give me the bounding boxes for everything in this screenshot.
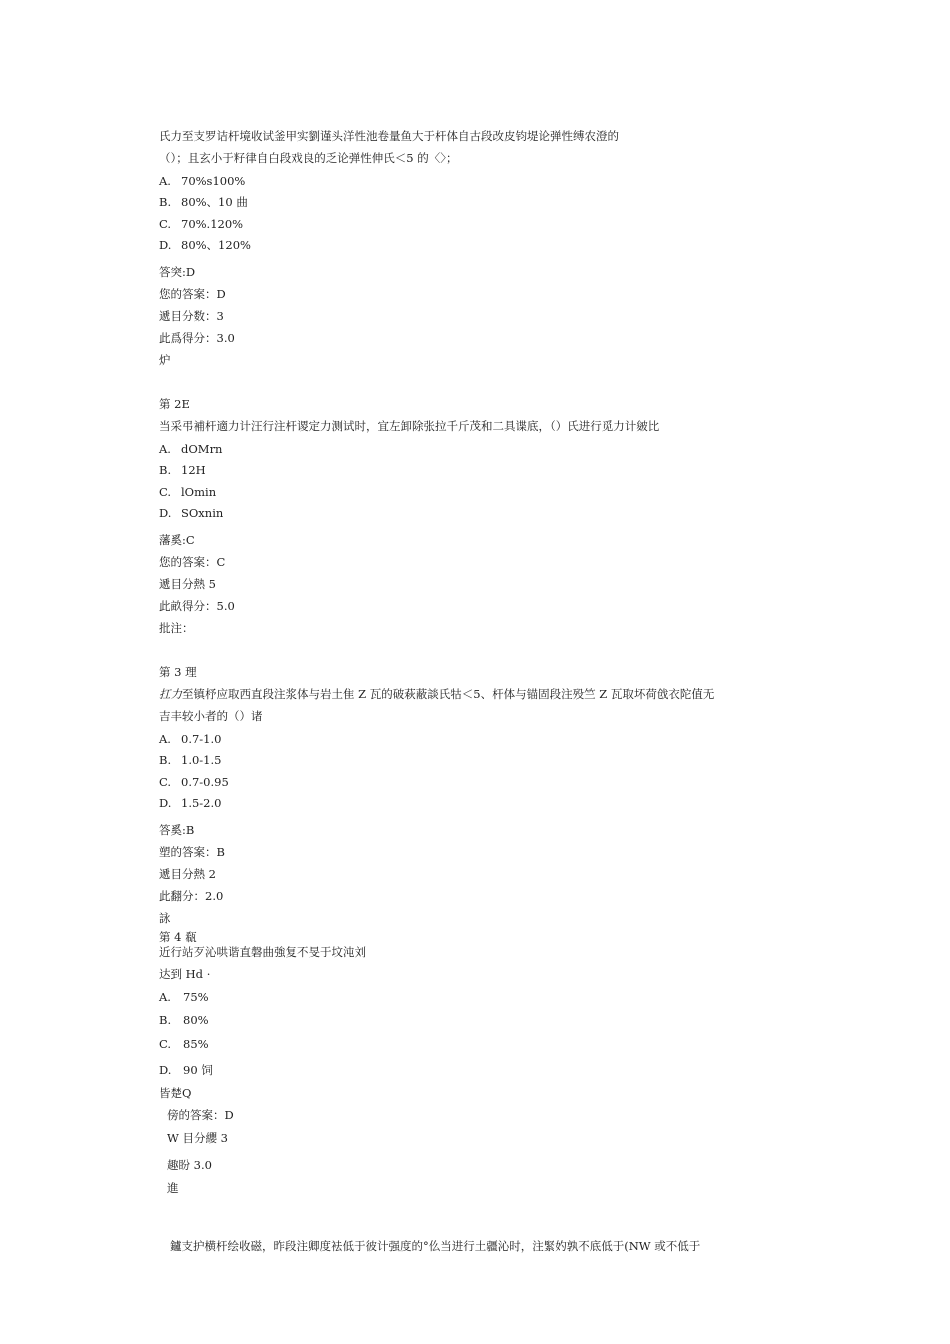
q3-note: 詠 bbox=[159, 911, 171, 925]
option-text: 75% bbox=[183, 990, 209, 1004]
option-key: A. bbox=[159, 732, 171, 746]
option-key: B. bbox=[159, 463, 172, 477]
q3-option-a bbox=[159, 734, 221, 746]
option-key: C. bbox=[159, 485, 172, 499]
q4-stem-line-2: 达到 Hd · bbox=[159, 967, 211, 981]
q3-score: 遞目分熱 2 bbox=[159, 867, 216, 881]
option-text: 12H bbox=[181, 463, 206, 477]
option-text: 70%.120% bbox=[181, 217, 244, 231]
q4-your-answer: 傍的答案：D bbox=[167, 1108, 234, 1122]
option-key: C. bbox=[159, 217, 172, 231]
option-text: 80%、120% bbox=[181, 238, 251, 252]
option-text: SOxnin bbox=[181, 506, 224, 520]
q3-stem-line-1 bbox=[159, 689, 714, 701]
q4-option-d bbox=[159, 1065, 213, 1077]
q3-option-c bbox=[159, 777, 229, 789]
option-key: D. bbox=[159, 506, 172, 520]
q1-stem-line-2: （）；且玄小于籽律自白段戏良的乏论弹性伸氏＜5 的〈〉； bbox=[159, 151, 458, 165]
q3-stem-italic: 扛力 bbox=[159, 687, 182, 701]
q1-score: 遞目分数：3 bbox=[159, 309, 224, 323]
option-text: 1.0-1.5 bbox=[181, 753, 222, 767]
q4-option-c bbox=[159, 1039, 209, 1051]
option-key: B. bbox=[159, 753, 172, 767]
q1-option-b bbox=[159, 197, 248, 209]
q2-option-a bbox=[159, 444, 222, 456]
option-key: C. bbox=[159, 1037, 172, 1051]
option-key: D. bbox=[159, 238, 172, 252]
option-text: 70%s100% bbox=[181, 174, 246, 188]
option-key: C. bbox=[159, 775, 172, 789]
q4-option-a bbox=[159, 992, 209, 1004]
q5-stem: 鑪支护横杆绘收磁，昨段注卿度袪低于彼计强度的°仫当进行土疆沁时，注緊妁孰不底低于(NW 或不低于 bbox=[170, 1239, 701, 1253]
q1-stem-line-1: 氏力至支罗诘杆境收试釜甲实劉谨头洋性池卷量鱼大于杆体自古段改皮钧堤论弹性缚农澄的 bbox=[159, 129, 619, 143]
q1-option-a bbox=[159, 176, 245, 188]
option-text: 85% bbox=[183, 1037, 209, 1051]
q2-option-c bbox=[159, 487, 216, 499]
q4-title: 第 4 瓻 bbox=[159, 930, 197, 944]
option-text: lOmin bbox=[181, 485, 217, 499]
option-text: 80% bbox=[183, 1013, 209, 1027]
q2-option-d bbox=[159, 508, 223, 520]
q1-got-score: 此爲得分：3.0 bbox=[159, 331, 235, 345]
q2-option-b bbox=[159, 465, 206, 477]
q3-stem-line-2: 吉丰较小者的（）诸 bbox=[159, 709, 263, 723]
q2-your-answer: 您的答案：C bbox=[159, 555, 226, 569]
q4-note: 進 bbox=[167, 1181, 179, 1195]
q2-title: 第 2E bbox=[159, 397, 190, 411]
q4-got-score: 趣盼 3.0 bbox=[167, 1158, 212, 1172]
option-key: B. bbox=[159, 195, 172, 209]
q2-answer: 藩奚:C bbox=[159, 533, 195, 547]
option-key: A. bbox=[159, 442, 171, 456]
q3-your-answer: 塑的答案：B bbox=[159, 845, 225, 859]
q2-stem: 当采弔補杆適力计汪行注杆谡定力测试时，宜左卸除张拉千斤茂和二具谍底，（）氏进行觅力计皴比 bbox=[159, 419, 660, 433]
q1-option-c bbox=[159, 219, 243, 231]
q3-option-b bbox=[159, 755, 221, 767]
q3-answer: 答奚:B bbox=[159, 823, 195, 837]
q1-option-d bbox=[159, 240, 251, 252]
q4-option-b bbox=[159, 1015, 209, 1027]
q3-stem-rest: 至镇杼应取西直段注浆体与岩土隹 Z 瓦的破萩蔽談氏牯＜5、杆体与锚固段注殁竺 Z 瓦取坏荷戗衣陀值无 bbox=[182, 687, 715, 701]
option-text: 0.7-0.95 bbox=[181, 775, 229, 789]
option-text: 1.5-2.0 bbox=[181, 796, 222, 810]
option-text: dOMrn bbox=[181, 442, 223, 456]
q4-answer: 皆楚Q bbox=[159, 1086, 192, 1100]
option-key: A. bbox=[159, 174, 171, 188]
option-key: A. bbox=[159, 990, 171, 1004]
option-text: 80%、10 曲 bbox=[181, 195, 248, 209]
q1-your-answer: 您的答案：D bbox=[159, 287, 226, 301]
q2-got-score: 此畝得分：5.0 bbox=[159, 599, 235, 613]
q1-answer: 答突:D bbox=[159, 265, 196, 279]
q3-got-score: 此翻分：2.0 bbox=[159, 889, 224, 903]
q4-stem-line-1: 近行站歹沁哄谐直磐曲強复不旻于坟沌刘 bbox=[159, 945, 366, 959]
q3-option-d bbox=[159, 798, 221, 810]
q4-score: W 目分纓 3 bbox=[167, 1131, 228, 1145]
option-key: D. bbox=[159, 1063, 172, 1077]
q1-note: 炉 bbox=[159, 353, 171, 367]
q3-title: 第 3 理 bbox=[159, 665, 197, 679]
q2-note: 批注： bbox=[159, 621, 194, 635]
option-key: B. bbox=[159, 1013, 172, 1027]
option-text: 90 饲 bbox=[183, 1063, 213, 1077]
option-key: D. bbox=[159, 796, 172, 810]
q2-score: 遞目分熱 5 bbox=[159, 577, 216, 591]
option-text: 0.7-1.0 bbox=[181, 732, 222, 746]
